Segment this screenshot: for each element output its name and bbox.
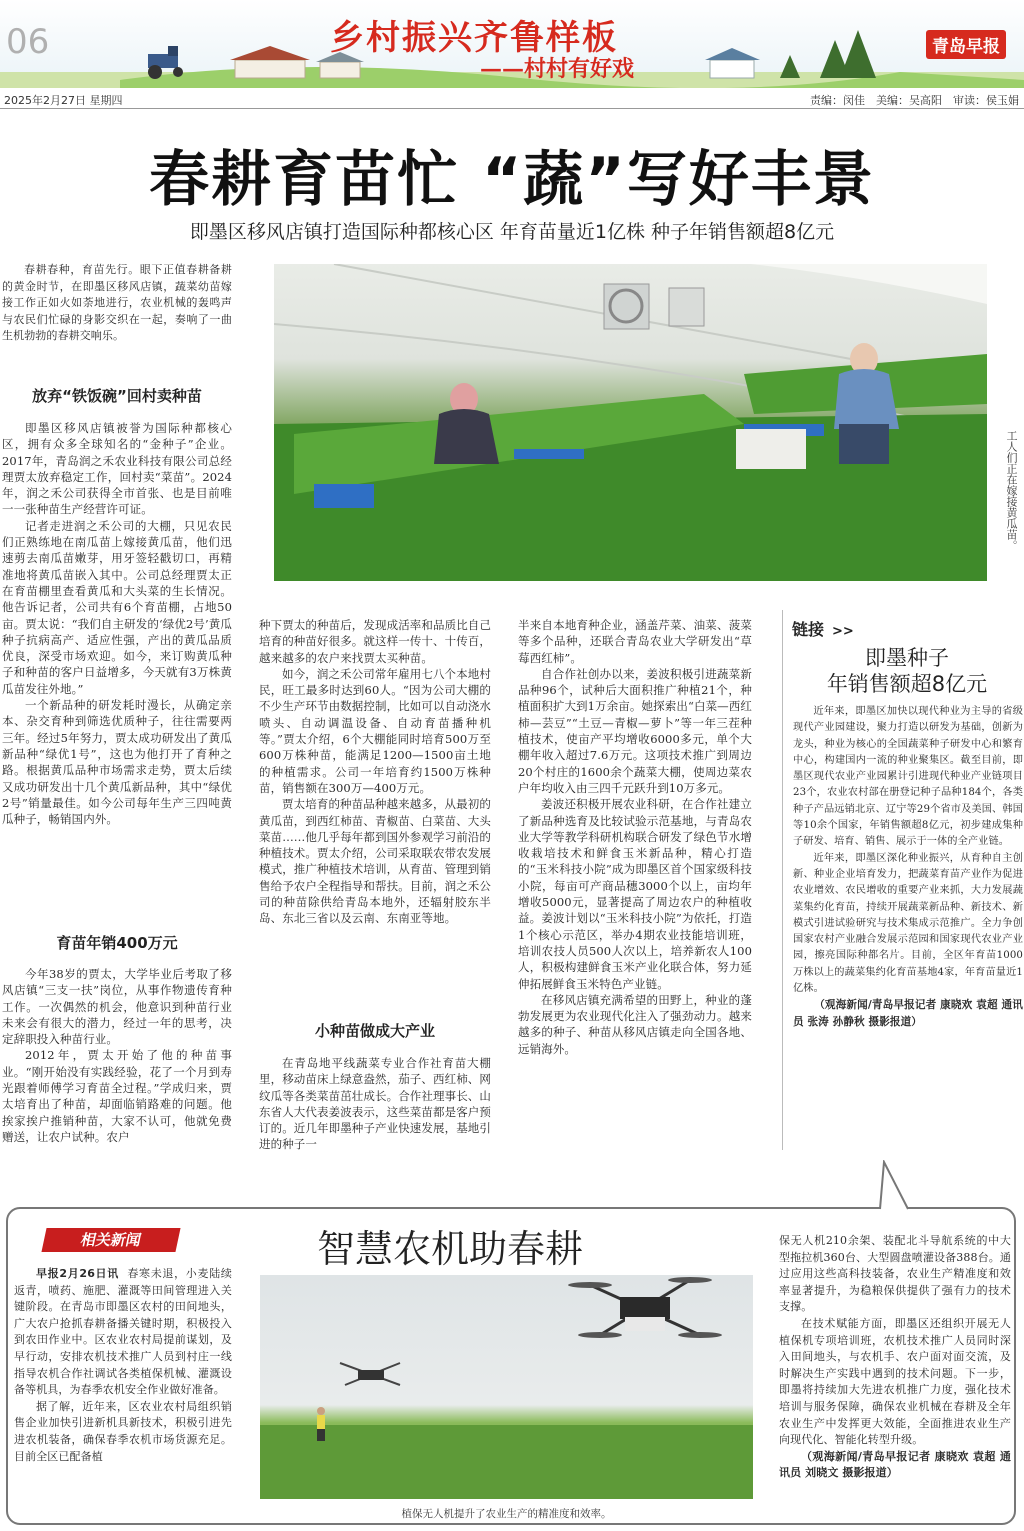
drone-photo-caption: 植保无人机提升了农业生产的精准度和效率。 (401, 1508, 612, 1520)
seedling-photo (274, 264, 987, 581)
sidebar-title-2: 年销售额超8亿元 (826, 672, 988, 696)
section-title-3: 小种苗做成大产业 (314, 1022, 435, 1040)
related-lead: 早报2月26日讯 (36, 1267, 119, 1280)
operator-figure (317, 1407, 325, 1441)
column-2-part-1: 种下贾太的种苗后，发现成活率和品质比自己培育的种苗好很多。就这样一传十、十传百，越来越多的农户来找贾太买种苗。 如今，润之禾公司常年雇用七八个本地村民，旺工最多时达到60人。“因为公司大棚的不少生产环节由数据控制，比如可以自动浇水喷头、自动调温设备、自动育苗播种机等。”贾太介绍，6个大棚能同时培育500万至600万株种苗，能满足1200—1500亩土地的种植需求。公司一年培育约1500万株种苗，销售额在300万—400万元。 贾太培育的种苗品种越来越多，从最初的黄瓜苗，到西红柿苗、青椒苗、白菜苗、大头菜苗……他几乎每年都到国外参观学习前沿的种植技术。贾太介绍，公司采取联农带农发展模式，推广种植技术培训，从育苗、管理到销售给予农户全程指导和帮扶。目前，润之禾公司的种苗除供给青岛本地外，还辐射胶东半岛、东北三省以及云南、东南亚等地。 (259, 618, 491, 926)
worker-left-figure (434, 383, 499, 464)
sidebar-body: 近年来，即墨区加快以现代种业为主导的省级现代产业园建设，聚力打造以研发为基础，创新为龙头，种业为核心的全国蔬菜种子研发中心和繁育中心，构建国内一流的种业聚集区。截至目前，即墨区现代农业产业园累计引进现代种业产业链项目23个，农业农村部在册登记种子品种184个，各类种子产品远销北京、辽宁等29个省市及美国、韩国等10余个国家，年销售额超8亿元，初步建成集种子研发、培育、销售、展示于一体的全产业链。 近年来，即墨区深化种业振兴，从育种自主创新、种业企业培育发力，把蔬菜育苗产业作为促进农业增效、农民增收的重要产业来抓，大力发展蔬菜集约化育苗，持续开展蔬菜新品种、新技术、新模式引进试验研究与技术集成示范推广。全力争创国家农村产业融合发展示范园和国家现代农业产业园，擦亮国际种都名片。目前，全区年育苗1000万株以上的蔬菜集约化育苗基地4家，年育苗量近1亿株。 （观海新闻/青岛早报记者 康晓欢 袁超 通讯员 张涛 孙静秋 摄影报道） (793, 706, 1023, 1028)
column-2-part-2: 在青岛地平线蔬菜专业合作社育苗大棚里，移动苗床上绿意盎然，茄子、西红柿、网纹瓜等各类菜苗茁壮成长。合作社理事长、山东省人大代表姜波表示，这些菜苗都是客户预订的。近几年即墨种子产业快速发展，基地引进的种子一 (259, 1056, 491, 1152)
related-left-text: 早报2月26日讯 春寒未退，小麦陆续返青，喷药、施肥、灌溉等田间管理进入关键阶段。在青岛市即墨区农村的田间地头，广大农户抢抓春耕备播关键时期，积极投入到农田作业中。区农业农村局提前谋划，及早行动，安排农机技术推广人员到村庄一线指导农机合作社调试各类植保机械、灌溉设备等机具，为春季农机安全作业做好准备。 据了解，近年来，区农业农村局组织销售企业加快引进新机具新技术，积极引进先进农机装备，确保春季农机市场货源充足。目前全区已配备植 (14, 1267, 232, 1463)
greenhouse-illustration (274, 264, 987, 581)
masthead-banner (0, 0, 1024, 88)
banner-subtitle: ——村村有好戏 (480, 56, 635, 82)
column-1-part-2: 今年38岁的贾太，大学毕业后考取了移风店镇“三支一扶”岗位，从事作物遗传育种工作。一次偶然的机会，他意识到种苗行业未来会有很大的潜力，经过一年的思考，决定辞职投入种苗行业。 2012年，贾太开始了他的种苗事业。“刚开始没有实践经验，花了一个月到寿光跟着师傅学习育苗全过程。”学成归来，贾太培育出了种苗，却面临销路难的问题。他挨家挨户推销种苗，大家不认可，他就免费赠送，让农户试种。农户 (2, 967, 232, 1144)
sidebar-divider (782, 610, 783, 1150)
header-rule (0, 108, 1024, 109)
photo-caption-vertical: 工人们正在嫁接黄瓜苗。 (1005, 430, 1018, 551)
column-3: 半来自本地育种企业，涵盖芹菜、油菜、菠菜等多个品种，还联合青岛农业大学研发出“草莓西红柿”。 自合作社创办以来，姜波积极引进蔬菜新品种96个，试种后大面积推广种植21个，种植面积扩大到1万余亩。她探索出“白菜—西红柿—芸豆”“土豆—青椒—萝卜”等一年三茬种植技术，使亩产平均增收6000多元，单个大棚年收入超过7.6万元。这项技术推广到周边20个村庄的1600余个蔬菜大棚，使周边菜农户年均收入由三四千元跃升到10万多元。 姜波还积极开展农业科研，在合作社建立了新品种选育及比较试验示范基地，与青岛农业大学等教学科研机构联合研发了绿色节水增收栽培技术和鲜食玉米新品种，精心打造的“玉米科技小院”成为即墨区首个国家级科技小院，每亩可产商品穗3000个以上，亩均年增收5000元，显著提高了周边农户的种植收益。姜波计划以“玉米科技小院”为依托，打造1个核心示范区，举办4期农业技能培训班，培训农技人员500人次以上，培养新农人100人，积极构建鲜食玉米产业化联合体，努力延伸拓展鲜食玉米特色产业链。 在移风店镇充满希望的田野上，种业的蓬勃发展更为农业现代化注入了强劲动力。越来越多的种子、种苗从移风店镇走向全国各地、远销海外。 (518, 618, 752, 1056)
sidebar-label: 链接 >> (792, 620, 854, 639)
section-title-2: 育苗年销400万元 (56, 934, 178, 952)
column-1-part-1: 即墨区移风店镇被誉为国际种都核心区，拥有众多全球知名的“金种子”企业。2017年，青岛润之禾农业科技有限公司总经理贾太放弃稳定工作，回村卖“菜苗”。2024年，润之禾公司获得全市首张、也是目前唯一一张种苗生产经营许可证。 记者走进润之禾公司的大棚，只见农民们正熟练地在南瓜苗上嫁接黄瓜苗，他们迅速剪去南瓜苗嫩芽，用牙签轻戳切口，再精准地将黄瓜苗嵌入其中。公司总经理贾太正在育苗棚里查看黄瓜和大头菜的生长情况。他告诉记者，公司共有6个育苗棚，占地50亩。贾太说：“我们自主研发的‘绿优2号’黄瓜种子抗病高产、适应性强，产出的黄瓜品质优良，深受市场欢迎。如今，来订购黄瓜种子和种苗的客户日益增多，今天就有3万株黄瓜苗发往外地。” 一个新品种的研发耗时漫长，从确定亲本、杂交育种到筛选优质种子，往往需要两三年。经过5年努力，贾太成功研发出了黄瓜新品种“绿优1号”，这也为他打开了育种之路。根据黄瓜品种市场需求走势，贾太后续又成功研发出十几个黄瓜新品种，其中“绿优2号”销量最佳。如今公司每年生产三四吨黄瓜种子，畅销国内外。 (2, 421, 232, 827)
speech-tail-icon (872, 1160, 912, 1210)
editor-credits: 责编：闵佳 美编：吴高阳 审读：侯玉娟 (810, 94, 1019, 107)
subheadline: 即墨区移风店镇打造国际种都核心区 年育苗量近1亿株 种子年销售额超8亿元 (189, 221, 835, 243)
issue-date: 2025年2月27日 星期四 (4, 94, 123, 107)
related-news-tag: 相关新闻 (41, 1228, 180, 1252)
related-headline: 智慧农机助春耕 (316, 1227, 583, 1271)
arrows-icon: >> (832, 624, 854, 639)
paper-logo: 青岛早报 (926, 30, 1006, 59)
banner-title: 乡村振兴齐鲁样板 (330, 18, 618, 58)
sidebar-title-1: 即墨种子 (865, 646, 949, 670)
related-right-text: 保无人机210余架、装配北斗导航系统的中大型拖拉机360台、大型圆盘喷灌设备388台。通过应用这些高科技装备，农业生产精准度和效率显著提升，为稳粮保供提供了强有力的技术支撑。 在技术赋能方面，即墨区还组织开展无人植保机专项培训班，农机技术推广人员同时深入田间地头，与农机手、农户面对面交流，及时解决生产实践中遇到的技术问题。下一步，即墨将持续加大先进农机推广力度，强化技术培训与服务保障，确保农业机械在春耕及全年农业生产中发挥更大效能，全面推进农业生产向现代化、智能化转型升级。 （观海新闻/青岛早报记者 康晓欢 袁超 通讯员 刘晓文 摄影报道） (779, 1234, 1011, 1480)
drone-photo (260, 1275, 753, 1499)
section-title-1: 放弃“铁饭碗”回村卖种苗 (32, 387, 202, 405)
intro-text: 春耕春种，育苗先行。眼下正值春耕备耕的黄金时节，在即墨区移风店镇，蔬菜幼苗嫁接工作正如火如荼地进行，农业机械的轰鸣声与农民们忙碌的身影交织在一起，奏响了一曲生机勃勃的春耕交响乐。 (2, 263, 232, 343)
page-number: 06 (6, 22, 50, 62)
drone-illustration (260, 1275, 753, 1499)
headline: 春耕育苗忙 “蔬”写好丰景 (149, 145, 875, 215)
